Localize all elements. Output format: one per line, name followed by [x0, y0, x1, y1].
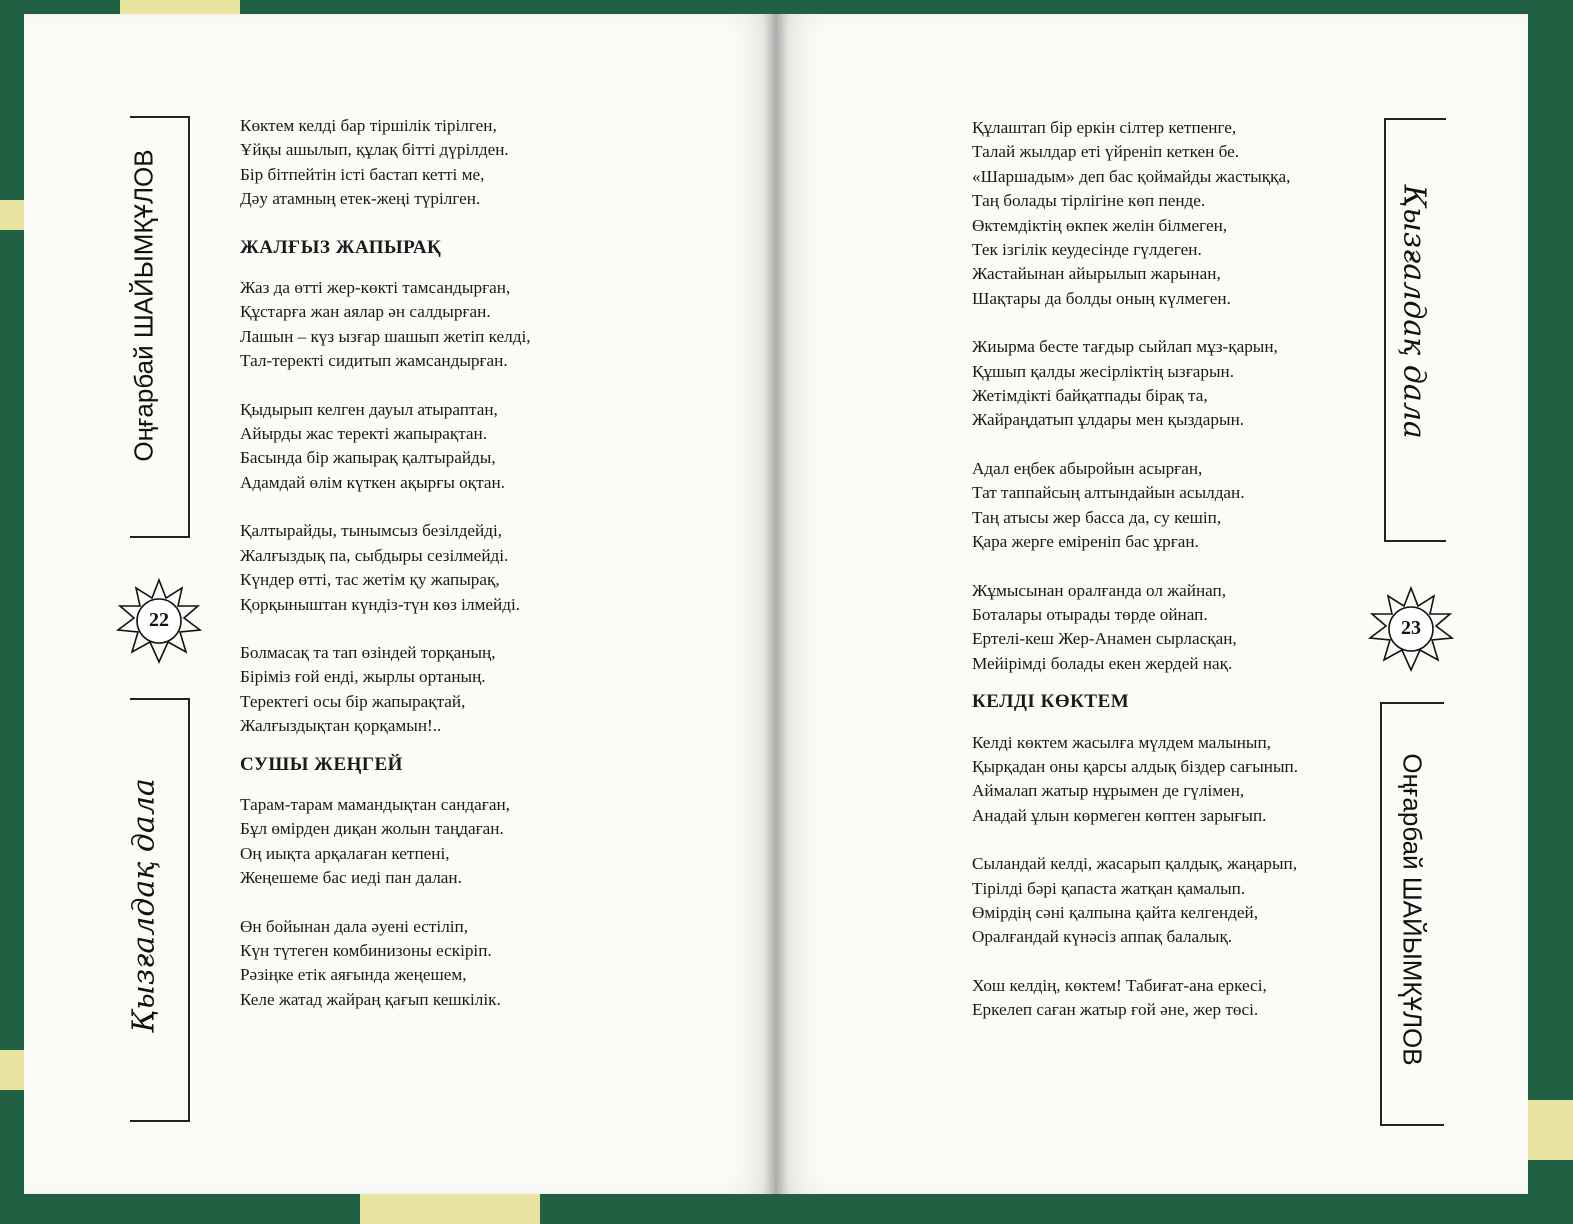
verse-line: Болмасақ та тап өзіндей торқаның,	[240, 642, 496, 662]
verse-line: Тарам-тарам мамандықтан сандаған,	[240, 794, 510, 814]
verse-line: Құшып қалды жесірліктің ызғарын.	[972, 361, 1235, 381]
stanza	[972, 214, 1298, 312]
verse-line: Боталары отырады төрде ойнап.	[972, 604, 1208, 624]
verse-line: Жалғыздық па, сыбдыры сезілмейді.	[240, 545, 509, 565]
verse-line: Тал-теректі сидитып жамсандырған.	[240, 351, 508, 371]
verse-line: Өмірдің сәні қалпына қайта келгендей,	[972, 902, 1259, 922]
cover-stripe	[0, 200, 24, 230]
stanza	[972, 579, 1298, 677]
verse-line: Дәу атамның етек-жеңі түрілген.	[240, 189, 481, 209]
verse-line: Тек ізгілік кеудесінде гүлдеген.	[972, 240, 1202, 260]
verse-line: Қырқадан оны қарсы алдық біздер сағынып.	[972, 756, 1299, 776]
stanza	[972, 852, 1298, 950]
verse-line: Еркелеп саған жатыр ғой әне, жер төсі.	[972, 1000, 1259, 1020]
verse-line: Қыдырып келген дауыл атыраптан,	[240, 399, 498, 419]
book-title-vertical: Қызғалдақ дала	[126, 778, 162, 1033]
verse-line: Рәзіңке етік аяғында жеңешем,	[240, 965, 467, 985]
verse-line: Келді көктем жасылға мүлдем малынып,	[972, 732, 1271, 752]
verse-line: Өн бойынан дала әуені естіліп,	[240, 916, 469, 936]
page-number: 22	[149, 609, 169, 631]
stanza	[240, 793, 531, 891]
verse-line: Оң иықта арқалаған кетпені,	[240, 843, 450, 863]
verse-line: Бұл өмірден диқан жолын таңдаған.	[240, 819, 504, 839]
verse-line: Жиырма бесте тағдыр сыйлап мұз-қарын,	[972, 337, 1278, 357]
verse-line: Қара жерге еміреніп бас ұрған.	[972, 532, 1199, 552]
stanza	[972, 731, 1298, 829]
stanza	[972, 116, 1298, 214]
verse-line: Сыландай келді, жасарып қалдық, жаңарып,	[972, 854, 1298, 874]
verse-line: Айырды жас теректі жапырақтан.	[240, 424, 488, 444]
verse-line: Жұмысынан оралғанда ол жайнап,	[972, 580, 1227, 600]
verse-line: Лашын – күз ызғар шашып жетіп келді,	[240, 326, 531, 346]
verse-line: Тат таппайсың алтындайын асылдан.	[972, 483, 1245, 503]
stanza	[240, 398, 531, 496]
verse-line: Күн түтеген комбинизоны ескіріп.	[240, 940, 492, 960]
left-page	[24, 14, 776, 1194]
stanza	[240, 519, 531, 617]
cover-stripe	[360, 1194, 540, 1224]
verse-line: Қалтырайды, тынымсыз безілдейді,	[240, 521, 503, 541]
verse-line: Таң болады тірлігіне көп пенде.	[972, 191, 1206, 211]
verse-line: Біріміз ғой енді, жырлы ортаның.	[240, 667, 486, 687]
verse-line: Оралғандай күнәсіз аппақ балалық.	[972, 927, 1233, 947]
verse-line: Таң атысы жер басса да, су кешіп,	[972, 507, 1222, 527]
stanza	[240, 276, 531, 374]
verse-line: Теректегі осы бір жапырақтай,	[240, 691, 466, 711]
verse-line: «Шаршадым» деп бас қоймайды жастыққа,	[972, 166, 1291, 186]
verse-line: Көктем келді бар тіршілік тірілген,	[240, 116, 497, 135]
right-text-column	[972, 116, 1298, 1047]
verse-line: Қорқыныштан күндіз-түн көз ілмейді.	[240, 594, 521, 614]
verse-line: Басында бір жапырақ қалтырайды,	[240, 448, 496, 468]
verse-line: Аймалап жатыр нұрымен де гүлімен,	[972, 781, 1245, 801]
verse-line: Тірілді бәрі қапаста жатқан қамалып.	[972, 878, 1246, 898]
verse-line: Келе жатад жайраң қағып кешкілік.	[240, 989, 501, 1009]
author-vertical: Оңғарбай ШАЙЫМҚҰЛОВ	[1397, 753, 1428, 1066]
verse-line: Адамдай өлім күткен ақырғы оқтан.	[240, 472, 505, 492]
book-spine	[764, 14, 788, 1194]
verse-line: Ұйқы ашылып, құлақ бітті дүрілден.	[240, 140, 509, 160]
verse-line: Хош келдің, көктем! Табиғат-ана еркесі,	[972, 975, 1267, 995]
verse-line: Жаз да өтті жер-көкті тамсандырған,	[240, 278, 511, 298]
verse-line: Шақтары да болды оның күлмеген.	[972, 288, 1231, 308]
verse-line: Құлаштап бір еркін сілтер кетпенге,	[972, 118, 1237, 137]
author-vertical: Оңғарбай ШАЙЫМҚҰЛОВ	[128, 149, 159, 462]
verse-line: Ертелі-кеш Жер-Анамен сырласқан,	[972, 629, 1237, 649]
stanza	[972, 335, 1298, 433]
verse-line: Мейірімді болады екен жердей нақ.	[972, 653, 1233, 673]
verse-line: Анадай ұлын көрмеген көптен зарығып.	[972, 805, 1267, 825]
cover-stripe	[120, 0, 240, 14]
verse-line: Күндер өтті, тас жетім қу жапырақ,	[240, 570, 500, 590]
poem-title: КЕЛДІ КӨКТЕМ	[972, 691, 1130, 713]
right-page	[776, 14, 1528, 1194]
page-number-badge	[1366, 584, 1456, 674]
verse-line: Жетімдікті байқатпады бірақ та,	[972, 386, 1208, 406]
stanza	[240, 915, 531, 1013]
verse-line: Адал еңбек абыройын асырған,	[972, 458, 1203, 478]
stanza	[240, 641, 531, 739]
book-title-vertical: Қызғалдақ дала	[1396, 184, 1432, 439]
poem-title: ЖАЛҒЫЗ ЖАПЫРАҚ	[240, 236, 442, 258]
verse-line: Құстарға жан аялар ән салдырған.	[240, 302, 491, 322]
verse-line: Жайраңдатып ұлдары мен қыздарын.	[972, 410, 1245, 430]
cover-stripe	[0, 1050, 24, 1090]
cover-stripe	[1528, 1100, 1573, 1160]
page-number: 23	[1401, 617, 1421, 639]
verse-line: Жалғыздықтан қорқамын!..	[240, 716, 442, 736]
page-number-badge	[114, 576, 204, 666]
verse-line: Жеңешеме бас иеді пан далан.	[240, 868, 462, 888]
left-text-column	[240, 114, 531, 1036]
stanza	[240, 114, 531, 212]
verse-line: Бір бітпейтін істі бастап кетті ме,	[240, 164, 485, 184]
verse-line: Өктемдіктің өкпек желін білмеген,	[972, 215, 1228, 235]
verse-line: Жастайынан айырылып жарынан,	[972, 264, 1221, 284]
stanza	[972, 974, 1298, 1023]
poem-title: СУШЫ ЖЕҢГЕЙ	[240, 753, 403, 775]
verse-line: Талай жылдар еті үйреніп кеткен бе.	[972, 142, 1240, 162]
stanza	[972, 457, 1298, 555]
